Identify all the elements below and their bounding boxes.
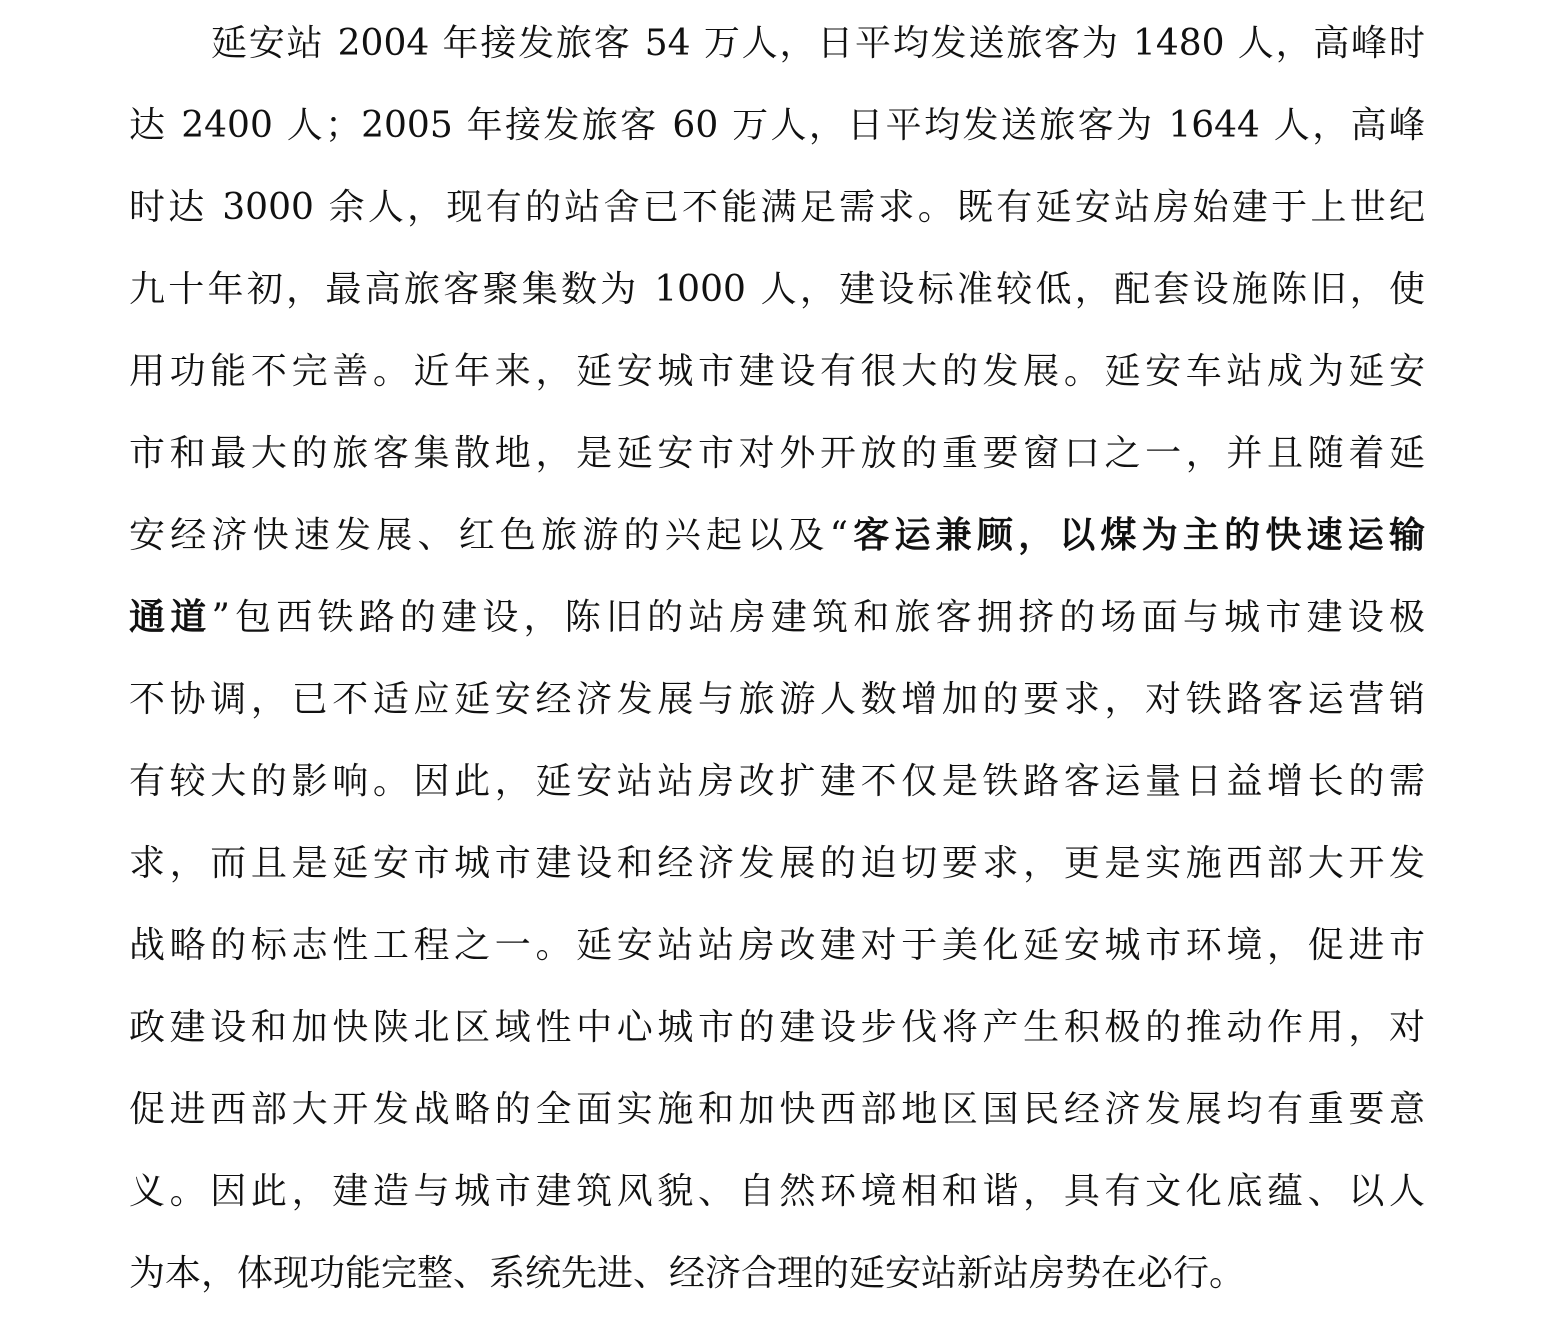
paragraph-line: 求，而且是延安市城市建设和经济发展的迫切要求，更是实施西部大开发 [129,843,1425,884]
paragraph-line: 延安站 2004 年接发旅客 54 万人，日平均发送旅客为 1480 人，高峰时 [211,23,1425,64]
paragraph-line: 市和最大的旅客集散地，是延安市对外开放的重要窗口之一，并且随着延 [129,433,1425,474]
paragraph-line: 战略的标志性工程之一。延安站站房改建对于美化延安城市环境，促进市 [129,925,1425,966]
paragraph-line: 义。因此，建造与城市建筑风貌、自然环境相和谐，具有文化底蕴、以人 [129,1171,1425,1212]
paragraph-line [129,586,1425,650]
paragraph-line [129,504,1425,568]
bold-emphasis: 通道 [129,597,212,638]
paragraph-line: 为本，体现功能完整、系统先进、经济合理的延安站新站房势在必行。 [129,1253,1246,1294]
paragraph-line: 促进西部大开发战略的全面实施和加快西部地区国民经济发展均有重要意 [129,1089,1425,1130]
paragraph-line: 九十年初，最高旅客聚集数为 1000 人，建设标准较低，配套设施陈旧，使 [129,269,1425,310]
paragraph-line: 用功能不完善。近年来，延安城市建设有很大的发展。延安车站成为延安 [129,351,1425,392]
document-page [129,0,1425,1326]
paragraph-line: 时达 3000 余人，现有的站舍已不能满足需求。既有延安站房始建于上世纪 [129,187,1425,228]
line-text: ”包西铁路的建设，陈旧的站房建筑和旅客拥挤的场面与城市建设极 [211,597,1425,638]
line-text: 安经济快速发展、红色旅游的兴起以及“ [129,515,849,556]
paragraph-line: 不协调，已不适应延安经济发展与旅游人数增加的要求，对铁路客运营销 [129,679,1425,720]
bold-emphasis: 客运兼顾，以煤为主的快速运输 [848,515,1425,556]
paragraph-line: 有较大的影响。因此，延安站站房改扩建不仅是铁路客运量日益增长的需 [129,761,1425,802]
paragraph-line: 达 2400 人；2005 年接发旅客 60 万人，日平均发送旅客为 1644 人，高峰 [129,105,1425,146]
paragraph-line: 政建设和加快陕北区域性中心城市的建设步伐将产生积极的推动作用，对 [129,1007,1425,1048]
